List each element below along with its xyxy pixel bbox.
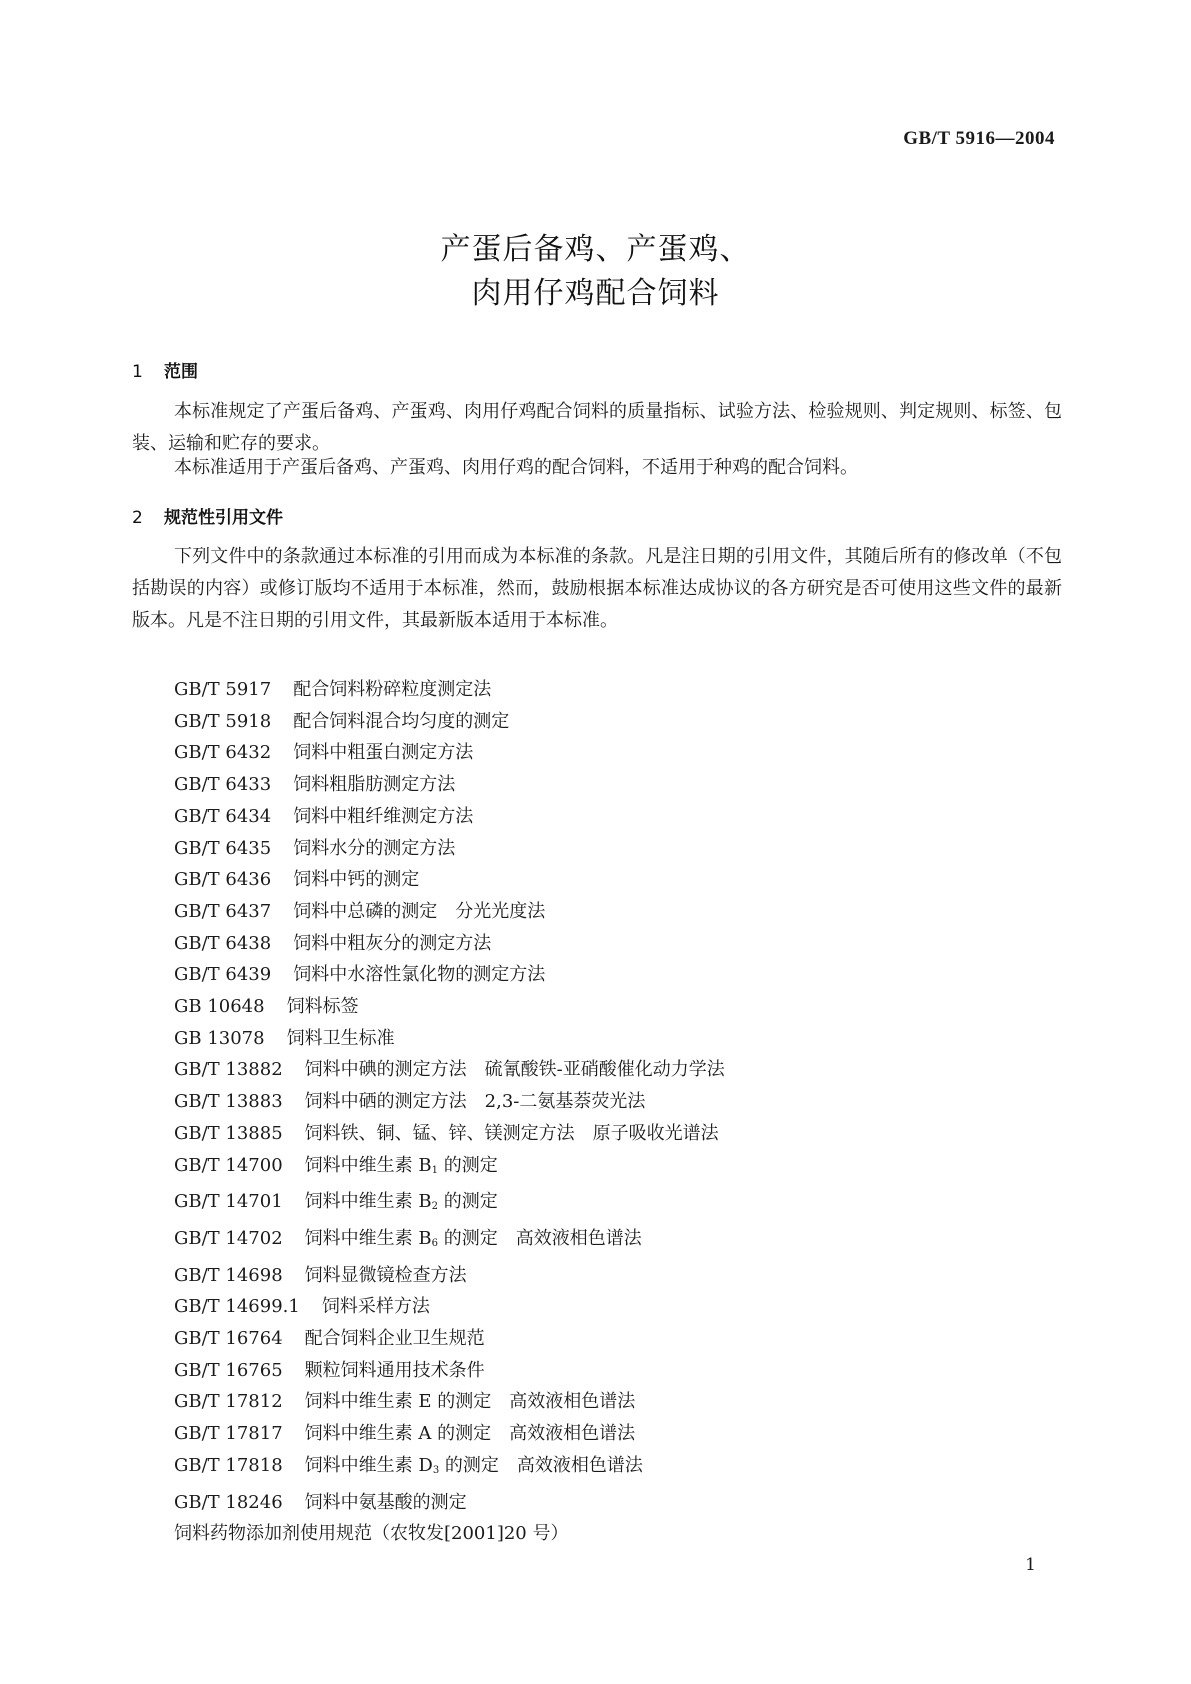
reference-title: 饲料中维生素 B: [304, 1154, 432, 1176]
reference-code: GB/T 6436: [174, 869, 272, 891]
reference-code: GB/T 14699.1: [174, 1296, 300, 1318]
reference-title: 饲料中粗蛋白测定方法: [293, 742, 474, 764]
reference-title-suffix: 的测定 高效液相色谱法: [438, 1227, 642, 1249]
reference-title: 饲料中碘的测定方法 硫氰酸铁-亚硝酸催化动力学法: [304, 1059, 725, 1081]
reference-item: [174, 928, 725, 960]
reference-subscript: 6: [431, 1237, 438, 1249]
reference-title: 饲料中维生素 B: [304, 1191, 432, 1213]
section-2-title: 规范性引用文件: [164, 508, 283, 528]
reference-code: GB/T 13882: [174, 1059, 283, 1081]
reference-title: 饲料中氨基酸的测定: [304, 1491, 467, 1513]
reference-title: 饲料中钙的测定: [293, 869, 420, 891]
reference-title: 饲料中硒的测定方法 2,3-二氨基萘荧光法: [304, 1091, 646, 1113]
reference-title: 饲料水分的测定方法: [293, 837, 456, 859]
reference-item: [174, 1418, 725, 1450]
reference-code: GB/T 17812: [174, 1391, 283, 1413]
reference-code: GB/T 6434: [174, 805, 272, 827]
reference-title: 饲料中粗纤维测定方法: [293, 805, 474, 827]
reference-code: GB 13078: [174, 1027, 265, 1049]
reference-title-suffix: 的测定: [438, 1191, 498, 1213]
reference-title: 饲料中维生素 E 的测定 高效液相色谱法: [304, 1391, 636, 1413]
reference-item: [174, 1150, 725, 1187]
section-2-intro: 下列文件中的条款通过本标准的引用而成为本标准的条款。凡是注日期的引用文件，其随后所有的修改单（不包括勘误的内容）或修订版均不适用于本标准，然而，鼓励根据本标准达成协议的各方研究是否可使用这些文件的最新版本。凡是不注日期的引用文件，其最新版本适用于本标准。: [132, 546, 1062, 631]
reference-code: GB/T 18246: [174, 1491, 283, 1513]
reference-code: GB/T 14698: [174, 1264, 283, 1286]
reference-item: [174, 801, 725, 833]
reference-title: 饲料中水溶性氯化物的测定方法: [293, 964, 546, 986]
reference-title: 饲料标签: [286, 996, 359, 1018]
reference-item: [174, 1260, 725, 1292]
reference-title: 饲料显微镜检查方法: [304, 1264, 467, 1286]
reference-item: [174, 991, 725, 1023]
reference-code: GB 10648: [174, 996, 265, 1018]
section-1-paragraph-1: 本标准规定了产蛋后备鸡、产蛋鸡、肉用仔鸡配合饲料的质量指标、试验方法、检验规则、判定规则、标签、包装、运输和贮存的要求。: [132, 401, 1062, 454]
reference-item: [174, 769, 725, 801]
reference-code: GB/T 6432: [174, 742, 272, 764]
section-1-title: 范围: [164, 362, 198, 382]
reference-title: 配合饲料混合均匀度的测定: [293, 710, 510, 732]
reference-item: [174, 864, 725, 896]
reference-code: GB/T 6439: [174, 964, 272, 986]
reference-code: GB/T 13885: [174, 1122, 283, 1144]
reference-item: [174, 1086, 725, 1118]
reference-code: GB/T 14700: [174, 1154, 283, 1176]
reference-subscript: 1: [431, 1164, 438, 1176]
section-2-number: 2: [132, 508, 143, 528]
section-1-paragraph-2: 本标准适用于产蛋后备鸡、产蛋鸡、肉用仔鸡的配合饲料，不适用于种鸡的配合饲料。: [174, 457, 858, 478]
reference-code: GB/T 14701: [174, 1191, 283, 1213]
reference-title: 饲料中粗灰分的测定方法: [293, 932, 492, 954]
reference-title: 饲料卫生标准: [286, 1027, 395, 1049]
reference-subscript: 3: [432, 1464, 440, 1476]
reference-code: GB/T 16765: [174, 1359, 283, 1381]
reference-title: 饲料中总磷的测定 分光光度法: [293, 900, 546, 922]
reference-title: 配合饲料企业卫生规范: [304, 1328, 485, 1350]
reference-list: [174, 674, 725, 1550]
reference-item: [174, 706, 725, 738]
reference-item: [174, 1291, 725, 1323]
reference-item: [174, 1186, 725, 1223]
page-number: 1: [1025, 1555, 1036, 1575]
reference-item: [174, 1054, 725, 1086]
reference-item: [174, 896, 725, 928]
reference-item: [174, 1355, 725, 1387]
reference-item: [174, 674, 725, 706]
reference-code: GB/T 5917: [174, 679, 272, 700]
reference-title: 饲料中维生素 B: [304, 1227, 432, 1249]
section-2-heading: [132, 503, 283, 528]
title-line-1: 产蛋后备鸡、产蛋鸡、: [440, 232, 751, 267]
reference-code: GB/T 5918: [174, 710, 272, 732]
section-1-number: 1: [132, 362, 143, 382]
reference-code: GB/T 17818: [174, 1454, 283, 1476]
reference-title: 配合饲料粉碎粒度测定法: [293, 679, 492, 700]
reference-title: 颗粒饲料通用技术条件: [304, 1359, 485, 1381]
reference-subscript: 2: [431, 1201, 438, 1213]
document-title: [0, 228, 1191, 316]
reference-code: GB/T 6437: [174, 900, 272, 922]
reference-code: GB/T 6438: [174, 932, 272, 954]
reference-item: [174, 1450, 725, 1487]
reference-code: GB/T 6433: [174, 774, 272, 796]
reference-title-suffix: 的测定 高效液相色谱法: [439, 1454, 643, 1476]
reference-title: 饲料采样方法: [321, 1296, 430, 1318]
title-line-2: 肉用仔鸡配合饲料: [471, 276, 720, 311]
reference-item: [174, 959, 725, 991]
reference-item: [174, 737, 725, 769]
reference-code: GB/T 6435: [174, 837, 272, 859]
reference-title: 饲料铁、铜、锰、锌、镁测定方法 原子吸收光谱法: [304, 1122, 719, 1144]
reference-item: [174, 1023, 725, 1055]
reference-item: [174, 1223, 725, 1260]
reference-item: [174, 1386, 725, 1418]
section-1-heading: [132, 357, 198, 382]
reference-item: [174, 1323, 725, 1355]
reference-item: [174, 1487, 725, 1519]
reference-item: [174, 833, 725, 865]
reference-title: 饲料中维生素 A 的测定 高效液相色谱法: [304, 1423, 636, 1445]
reference-item: [174, 1518, 725, 1550]
reference-code: GB/T 13883: [174, 1091, 283, 1113]
reference-title-suffix: 的测定: [438, 1154, 498, 1176]
reference-code: GB/T 16764: [174, 1328, 283, 1350]
standard-code: GB/T 5916—2004: [903, 128, 1055, 149]
reference-title: 饲料中维生素 D: [304, 1454, 433, 1476]
reference-title: 饲料药物添加剂使用规范（农牧发[2001]20 号）: [174, 1523, 569, 1545]
reference-item: [174, 1118, 725, 1150]
reference-code: GB/T 17817: [174, 1423, 283, 1445]
reference-code: GB/T 14702: [174, 1227, 283, 1249]
reference-title: 饲料粗脂肪测定方法: [293, 774, 456, 796]
